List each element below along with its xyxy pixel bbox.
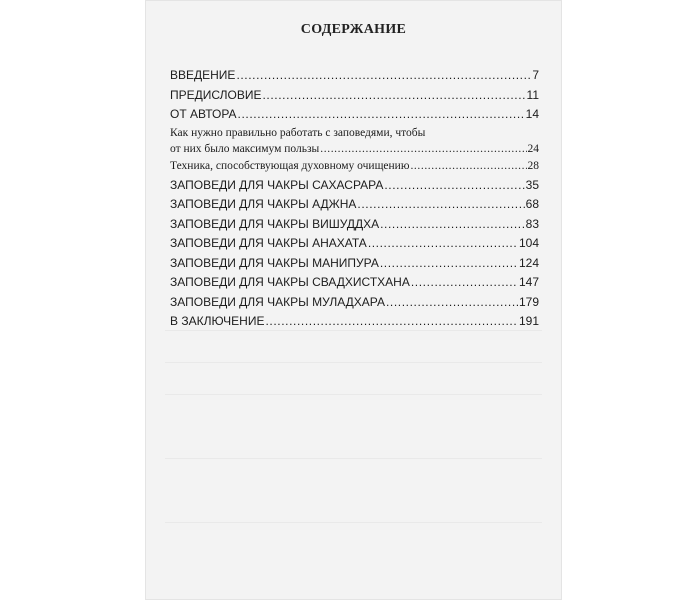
dot-leader: [320, 141, 526, 157]
toc-entry-page: 83: [525, 216, 539, 231]
toc-entry-label: ЗАПОВЕДИ ДЛЯ ЧАКРЫ ВИШУДДХА: [170, 216, 380, 231]
toc-entry-label: ЗАПОВЕДИ ДЛЯ ЧАКРЫ МУЛАДХАРА: [170, 294, 385, 309]
toc-entry-page: 35: [525, 177, 539, 192]
dot-leader: [357, 195, 524, 214]
toc-entry-muladhara: [170, 293, 539, 313]
toc-entry-preface: [170, 86, 539, 106]
toc-entry-page: 14: [525, 107, 539, 121]
dot-leader: [238, 105, 525, 124]
toc-entry-label: В ЗАКЛЮЧЕНИЕ: [170, 314, 265, 328]
dot-leader: [265, 312, 517, 331]
toc-entry-label: ЗАПОВЕДИ ДЛЯ ЧАКРЫ АНАХАТА: [170, 236, 367, 250]
toc-entry-page: 147: [518, 275, 539, 289]
toc-entry-vishuddha: [170, 215, 539, 235]
toc-entry-from-author: [170, 105, 539, 125]
toc-entry-label: Техника, способствующая духовному очищению: [170, 159, 410, 172]
toc-entry-label: ВВЕДЕНИЕ: [170, 68, 236, 82]
toc-entry-conclusion: [170, 312, 539, 332]
toc-entry-introduction: [170, 66, 539, 86]
toc-entry-label: ОТ АВТОРА: [170, 107, 237, 121]
toc-entry-page: 24: [527, 142, 539, 155]
toc-entry-sahasrara: [170, 176, 539, 196]
toc-entry-technique: [170, 157, 539, 176]
toc-entry-svadhisthana: [170, 273, 539, 293]
book-page: [145, 0, 562, 600]
bleed-through-line: [165, 362, 542, 363]
toc-entry-how-to-work: [170, 125, 539, 157]
toc-entry-page: 179: [518, 294, 539, 309]
bleed-through-line: [165, 330, 542, 331]
dot-leader: [380, 254, 518, 273]
bleed-through-line: [165, 394, 542, 395]
toc-entry-ajna: [170, 195, 539, 215]
toc-entry-manipura: [170, 254, 539, 274]
toc-entry-label: ЗАПОВЕДИ ДЛЯ ЧАКРЫ МАНИПУРА: [170, 255, 379, 270]
toc-entry-label: ПРЕДИСЛОВИЕ: [170, 87, 262, 102]
page-title: СОДЕРЖАНИЕ: [300, 22, 407, 37]
dot-leader: [236, 66, 531, 85]
toc-entry-line2: [170, 141, 539, 157]
toc-entry-page: 124: [518, 255, 539, 270]
dot-leader: [386, 293, 518, 312]
toc-entry-label: ЗАПОВЕДИ ДЛЯ ЧАКРЫ СВАДХИСТХАНА: [170, 275, 410, 289]
dot-leader: [384, 176, 524, 195]
dot-leader: [410, 157, 526, 176]
toc-entry-page: 7: [532, 68, 539, 82]
table-of-contents: [170, 66, 539, 332]
toc-entry-page: 191: [518, 314, 539, 328]
toc-entry-label: ЗАПОВЕДИ ДЛЯ ЧАКРЫ АДЖНА: [170, 197, 357, 211]
toc-entry-page: 104: [518, 236, 539, 250]
toc-entry-page: 11: [526, 87, 539, 102]
toc-entry-page: 28: [527, 159, 539, 172]
toc-entry-label: ЗАПОВЕДИ ДЛЯ ЧАКРЫ САХАСРАРА: [170, 177, 384, 192]
dot-leader: [411, 273, 518, 292]
toc-entry-label: от них было максимум пользы: [170, 142, 320, 155]
toc-entry-label: Как нужно правильно работать с заповедями, чтобы: [170, 126, 426, 139]
bleed-through-line: [165, 458, 542, 459]
toc-entry-page: 68: [525, 197, 539, 211]
dot-leader: [368, 234, 518, 253]
toc-entry-anahata: [170, 234, 539, 254]
dot-leader: [380, 215, 525, 234]
bleed-through-line: [165, 522, 542, 523]
dot-leader: [263, 86, 526, 105]
